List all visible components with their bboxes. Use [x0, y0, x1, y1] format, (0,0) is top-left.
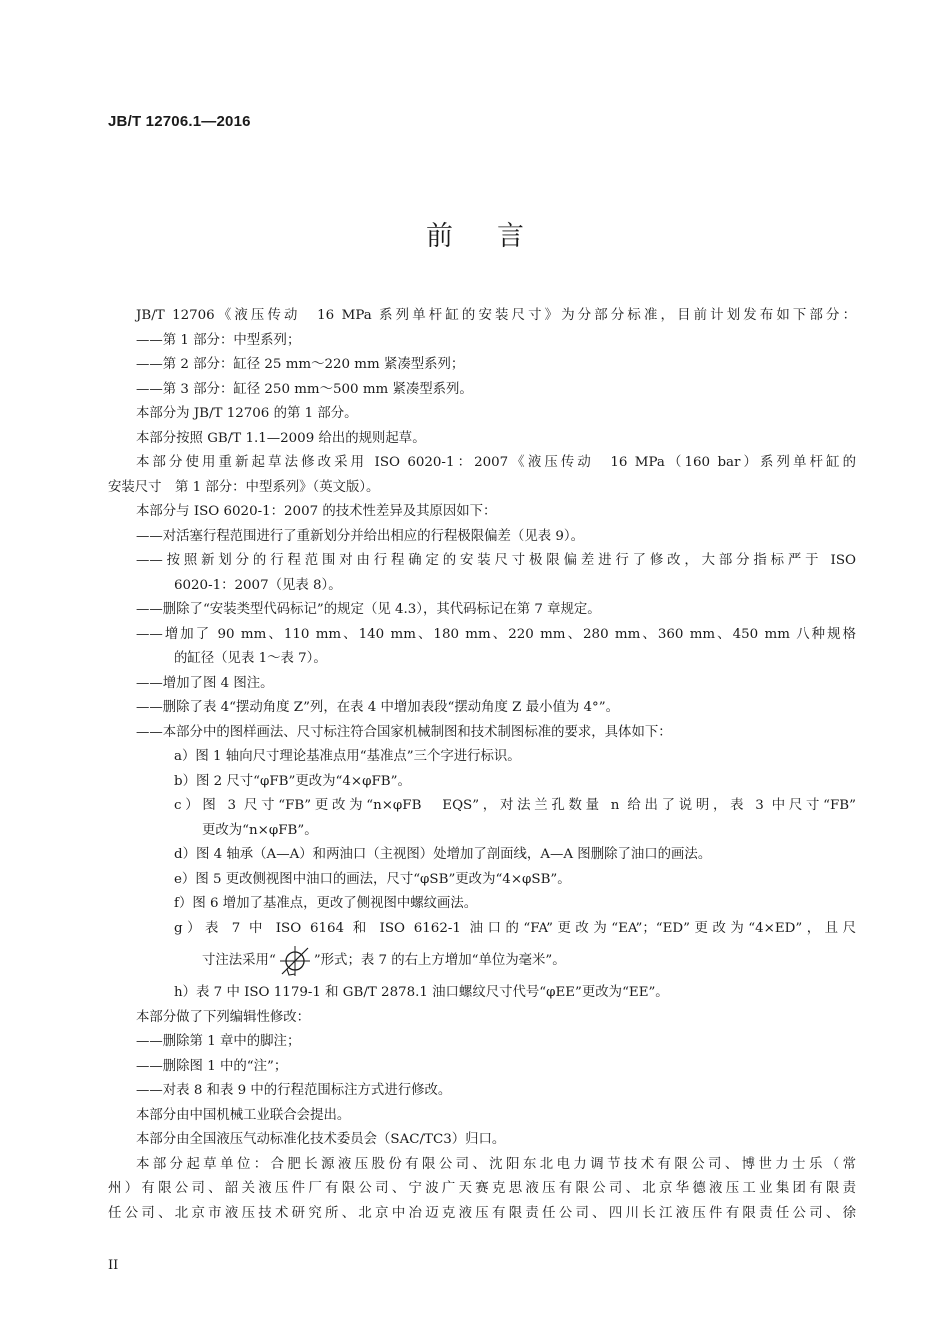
text-line: JB/T 12706《液压传动 16 MPa 系列单杆缸的安装尺寸》为分部分标准，目前计划发布如下部分：: [136, 308, 856, 323]
text-line: d）图 4 轴承（A—A）和两油口（主视图）处增加了剖面线，A—A 图删除了油口的画法。: [174, 847, 712, 862]
text-line: ——删除了表 4“摆动角度 Z”列，在表 4 中增加表段“摆动角度 Z 最小值为 4°”。: [136, 700, 619, 715]
symbol-line-after: ”形式；表 7 的右上方增加“单位为毫米”。: [313, 953, 566, 968]
text-line: ——本部分中的图样画法、尺寸标注符合国家机械制图和技术制图标准的要求，具体如下：: [136, 724, 672, 740]
text-line: 本部分由中国机械工业联合会提出。: [136, 1107, 351, 1123]
text-line: ——按照新划分的行程范围对由行程确定的安装尺寸极限偏差进行了修改，大部分指标严于 ISO: [136, 553, 856, 568]
text-line: 6020-1：2007（见表 8）。: [174, 577, 342, 593]
paragraph-group-1: [108, 304, 856, 941]
text-line: ——删除第 1 章中的脚注；: [136, 1034, 301, 1049]
text-line: 本部分做了下列编辑性修改：: [136, 1009, 311, 1025]
crosshair-circle-icon: [278, 944, 312, 978]
text-line: 本部分与 ISO 6020-1：2007 的技术性差异及其原因如下：: [136, 504, 497, 519]
text-line: ——对活塞行程范围进行了重新划分并给出相应的行程极限偏差（见表 9）。: [136, 528, 584, 544]
text-line: e）图 5 更改侧视图中油口的画法，尺寸“φSB”更改为“4×φSB”。: [174, 871, 571, 887]
text-line: ——增加了图 4 图注。: [136, 675, 274, 691]
page-number: II: [108, 1258, 119, 1273]
text-line: ——第 1 部分：中型系列；: [136, 332, 301, 348]
text-line: 的缸径（见表 1～表 7）。: [174, 651, 327, 666]
text-line: 本部分按照 GB/T 1.1—2009 给出的规则起草。: [136, 430, 426, 446]
text-line: a）图 1 轴向尺寸理论基准点用“基准点”三个字进行标识。: [174, 749, 521, 764]
text-line: ——删除图 1 中的“注”；: [136, 1058, 288, 1074]
text-line: c）图 3 尺寸“FB”更改为“n×φFB EQS”，对法兰孔数量 n 给出了说明，表 3 中尺寸“FB”: [174, 798, 856, 813]
text-line: ——第 2 部分：缸径 25 mm～220 mm 紧凑型系列；: [136, 357, 465, 372]
standard-code: JB/T 12706.1—2016: [108, 113, 251, 130]
text-line: 更改为“n×φFB”。: [202, 822, 318, 838]
text-line: 本部分起草单位：合肥长源液压股份有限公司、沈阳东北电力调节技术有限公司、博世力士乐（常: [136, 1156, 856, 1172]
text-line: 任公司、北京市液压技术研究所、北京中冶迈克液压有限责任公司、四川长江液压件有限责任公司、徐: [108, 1205, 856, 1221]
text-line: ——增加了 90 mm、110 mm、140 mm、180 mm、220 mm、280 mm、360 mm、450 mm 八种规格: [136, 626, 856, 642]
paragraph-group-2: [108, 981, 856, 1226]
symbol-line: [108, 941, 856, 981]
text-line: 安装尺寸 第 1 部分：中型系列》（英文版）。: [108, 479, 380, 495]
text-line: b）图 2 尺寸“φFB”更改为“4×φFB”。: [174, 773, 411, 789]
text-line: 本部分使用重新起草法修改采用 ISO 6020-1：2007《液压传动 16 MPa（160 bar）系列单杆缸的: [136, 455, 856, 470]
text-line: ——第 3 部分：缸径 250 mm～500 mm 紧凑型系列。: [136, 381, 473, 397]
page-title: 前言: [426, 221, 568, 252]
text-line: 本部分为 JB/T 12706 的第 1 部分。: [136, 406, 358, 421]
text-line: h）表 7 中 ISO 1179-1 和 GB/T 2878.1 油口螺纹尺寸代号“φEE”更改为“EE”。: [174, 985, 669, 1000]
text-line: 州）有限公司、韶关液压件厂有限公司、宁波广天赛克思液压有限公司、北京华德液压工业集团有限责: [108, 1181, 856, 1196]
text-line: 本部分由全国液压气动标准化技术委员会（SAC/TC3）归口。: [136, 1132, 506, 1147]
symbol-line-before: 寸注法采用“: [202, 953, 276, 968]
text-line: g）表 7 中 ISO 6164 和 ISO 6162-1 油口的“FA”更改为“EA”；“ED”更改为“4×ED”，且尺: [174, 920, 856, 936]
text-line: f）图 6 增加了基准点，更改了侧视图中螺纹画法。: [174, 896, 478, 911]
body-text: [108, 304, 856, 1226]
text-line: ——对表 8 和表 9 中的行程范围标注方式进行修改。: [136, 1083, 452, 1098]
text-line: ——删除了“安装类型代码标记”的规定（见 4.3），其代码标记在第 7 章规定。: [136, 602, 601, 617]
